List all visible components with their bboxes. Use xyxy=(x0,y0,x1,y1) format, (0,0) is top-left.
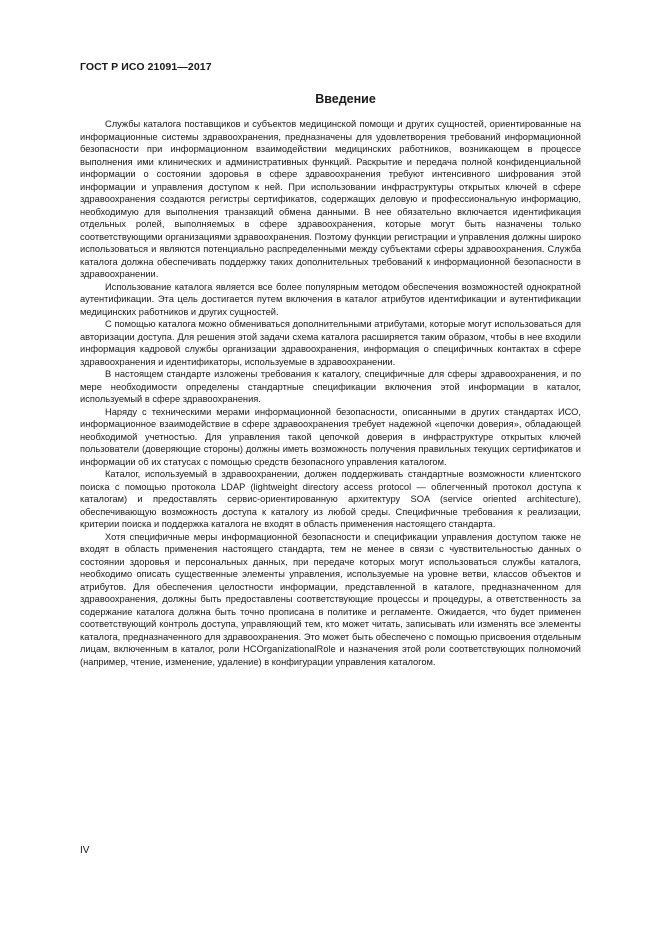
paragraph-4: В настоящем стандарте изложены требования к каталогу, специфичные для сферы здравоохранения, и по мере необходимости определены стандартные спецификации включения этой информации в каталог, используемый в сфере здравоохранения. xyxy=(80,369,581,404)
paragraph-3: С помощью каталога можно обмениваться дополнительными атрибутами, которые могут использоваться для авторизации доступа. Для решения этой задачи схема каталога расширяется таким образом, чтобы в нее входили информация кадровой службы организации здравоохранения, информация о специфичных контактах в сфере здравоохранения и идентификаторы, используемые в здравоохранении. xyxy=(80,319,581,367)
paragraph-7: Хотя специфичные меры информационной безопасности и спецификации управления доступом также не входят в область применения настоящего стандарта, тем не менее в связи с чувствительностью данных о состоянии здоровья и персональных данных, при передаче которых могут использоваться службы каталога, необходимо описать существенные элементы управления, используемые на уровне ветви, классов объектов и атрибутов. Для обеспечения целостности информации, представленной в каталоге, предназначенном для здравоохранения, должны быть предоставлены соответствующие процессы и процедуры, а ответственность за содержание каталога должна быть точно прописана в политике и регламенте. Ожидается, что будет применен соответствующий контроль доступа, управляющий тем, кто может читать, записывать или изменять все элементы каталога, предназначенного для здравоохранения. Это может быть обеспечено с помощью присвоения отдельным лицам, включенным в каталог, роли HCOrganizationalRole и назначения этой роли соответствующих полномочий (например, чтение, изменение, удаление) в конфигурации управления каталогом. xyxy=(80,531,581,667)
paragraph-6: Каталог, используемый в здравоохранении, должен поддерживать стандартные возможности клиентского поиска с помощью протокола LDAP (lightweight directory access protocol — облегченный протокол доступа к каталогам) и предоставлять сервис-ориентированную архитектуру SOA (service oriented architecture), обеспечивающую возможность доступа к каталогу из любой среды. Специфичные требования к реализации, критерии поиска и поддержка каталога не входят в область применения настоящего стандарта. xyxy=(80,469,581,529)
paragraph-2: Использование каталога является все более популярным методом обеспечения возможностей однократной аутентификации. Эта цель достигается путем включения в каталог атрибутов идентификации и аутентификации медицинских работников и других сущностей. xyxy=(80,281,581,317)
page-number: IV xyxy=(80,845,90,856)
paragraph-5: Наряду с техническими мерами информационной безопасности, описанными в других стандартах ИСО, информационное взаимодействие в сфере здравоохранения требует надежной «цепочки доверия», обладающей необходимой учетностью. Для управления такой цепочкой доверия в инфраструктуре открытых ключей пользователи (доверяющие стороны) должны иметь возможность получения правильных текущих сертификатов и информации об их статусах с помощью средств безопасного управления каталогом. xyxy=(80,406,581,467)
document-body xyxy=(80,118,581,668)
paragraph-1: Службы каталога поставщиков и субъектов медицинской помощи и других сущностей, ориентированные на информационные системы здравоохранения, предназначены для удовлетворения требований информационной безопасности при информационном взаимодействии медицинских работников, возникающем в процессе выполнения ими клинических и административных функций. Раскрытие и передача полной конфиденциальной информации о состоянии здоровья в сфере здравоохранения требуют интенсивного шифрования этой информации и управления доступом к ней. При использовании инфраструктуры открытых ключей в сфере здравоохранения создаются регистры сертификатов, содержащих деловую и профессиональную информацию, необходимую для выполнения транзакций обмена данными. В нее обязательно включается идентификация отдельных ролей, выполняемых в сфере здравоохранения, которые могут быть назначены только соответствующими организациями здравоохранения. Поэтому функции регистрации и управления должны широко использоваться и являются потенциально распределенными между субъектами сферы здравоохранения. Служба каталога должна обеспечивать поддержку таких дополнительных требований к информационной безопасности в здравоохранении. xyxy=(80,119,581,279)
standard-header: ГОСТ Р ИСО 21091—2017 xyxy=(80,61,212,73)
section-title: Введение xyxy=(315,92,376,106)
